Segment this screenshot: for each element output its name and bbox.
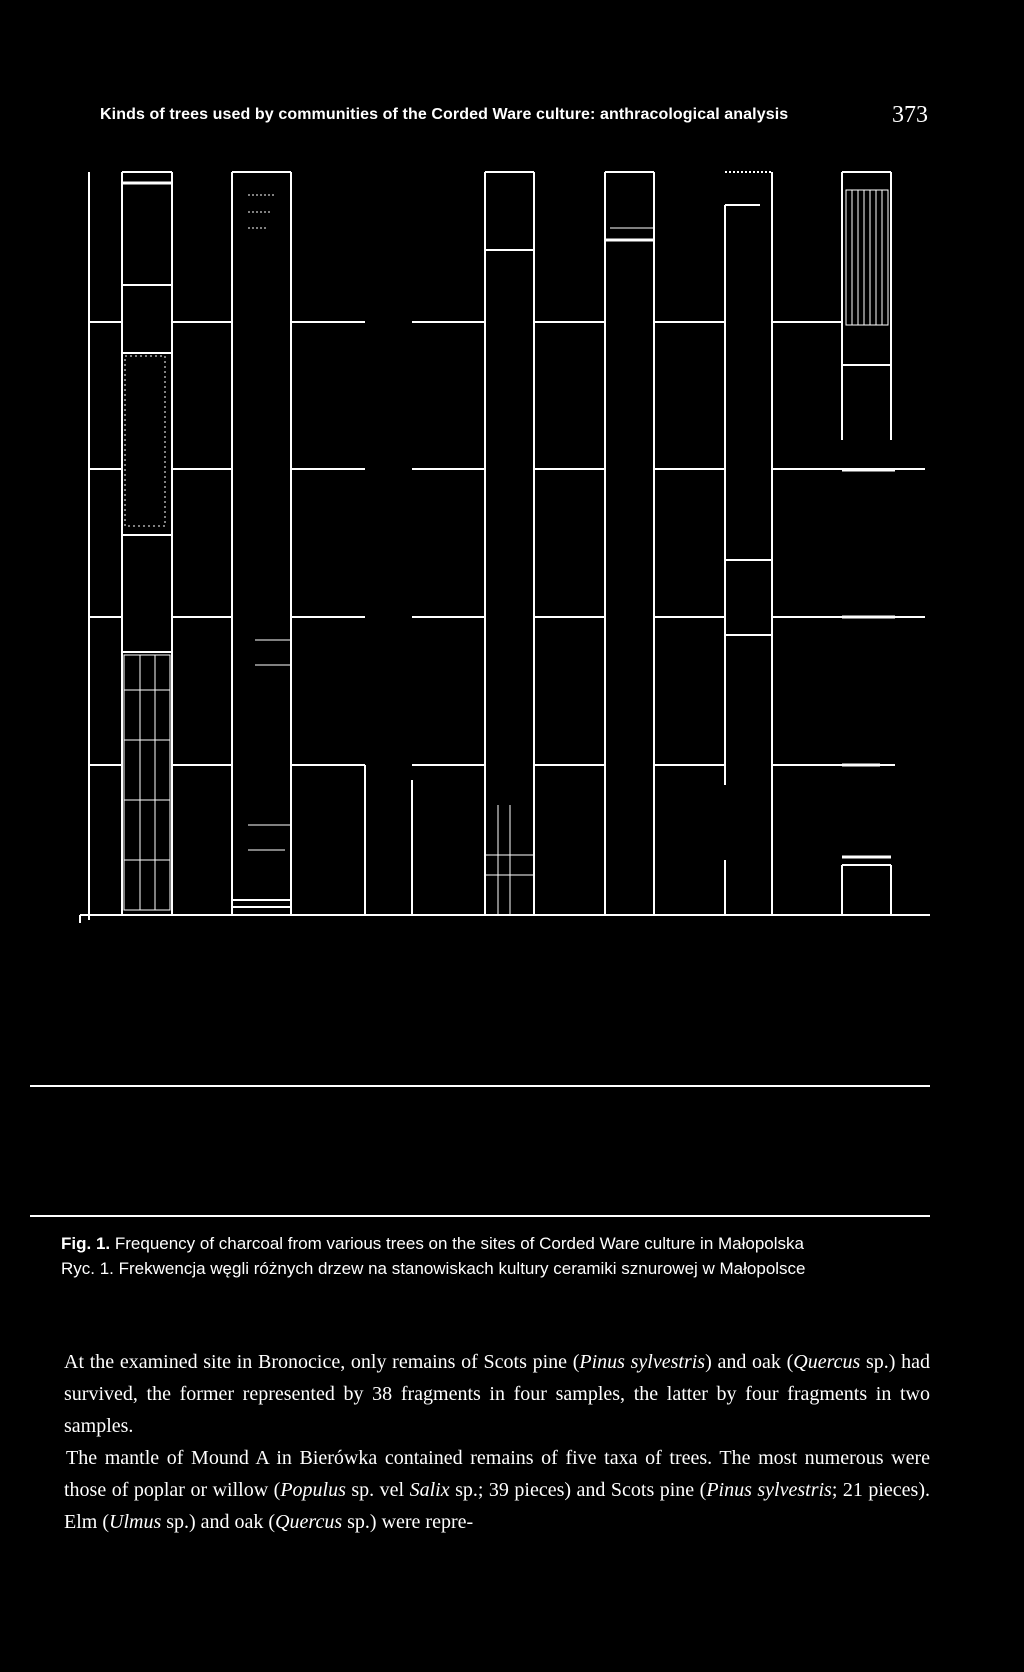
text-run: At the examined site in Bronocice, only remains of Scots pine ( <box>64 1351 580 1373</box>
column-6 <box>605 172 654 915</box>
text-run: ) and oak ( <box>705 1351 794 1373</box>
text-run: sp.) had survived, the former represented by 38 fragments in four samples, the latter by four fragments in two samples. <box>64 1351 931 1437</box>
figure-caption-pl <box>61 1258 941 1280</box>
text-run: sp. vel <box>345 1479 410 1501</box>
column-5 <box>485 172 534 915</box>
column-2 <box>232 172 291 915</box>
paragraph-1 <box>64 1346 930 1442</box>
figure-caption-en <box>61 1233 941 1255</box>
charcoal-frequency-figure <box>0 150 1024 1240</box>
section-dividers <box>89 322 925 765</box>
taxon-name: Quercus <box>793 1351 861 1373</box>
caption-pl-label: Ryc. 1. <box>61 1259 114 1278</box>
taxon-name: Ulmus <box>109 1511 162 1533</box>
text-run: sp.) and oak ( <box>161 1511 276 1533</box>
taxon-name: Salix <box>409 1479 450 1501</box>
taxon-name: Quercus <box>275 1511 343 1533</box>
running-header <box>100 102 928 132</box>
caption-pl-text: Frekwencja węgli różnych drzew na stanowiskach kultury ceramiki sznurowej w Małopolsce <box>118 1259 806 1278</box>
body-text <box>64 1346 930 1538</box>
header-title: Kinds of trees used by communities of the Corded Ware culture: anthracological analysis <box>100 106 789 123</box>
caption-en-label: Fig. 1. <box>61 1234 111 1253</box>
taxon-name: Pinus sylvestris <box>706 1479 832 1501</box>
paragraph-2 <box>64 1442 930 1538</box>
column-1-hatch-upper <box>125 356 165 526</box>
column-8 <box>842 172 895 915</box>
text-run: sp.) were repre- <box>342 1511 474 1533</box>
column-1-grid-lower <box>124 655 170 910</box>
text-run: The mantle of Mound A in Bierówka contained remains of five taxa of trees. The most numerous were those of poplar or willow ( <box>64 1447 930 1501</box>
text-run: ; 21 pieces). Elm ( <box>64 1479 931 1533</box>
column-1 <box>122 172 172 915</box>
caption-en-text: Frequency of charcoal from various trees on the sites of Corded Ware culture in Małopolska <box>114 1234 804 1253</box>
column-7 <box>725 172 772 915</box>
taxon-name: Pinus sylvestris <box>579 1351 706 1373</box>
taxon-name: Populus <box>280 1479 346 1501</box>
text-run: sp.; 39 pieces) and Scots pine ( <box>449 1479 707 1501</box>
page-number: 373 <box>892 102 928 128</box>
